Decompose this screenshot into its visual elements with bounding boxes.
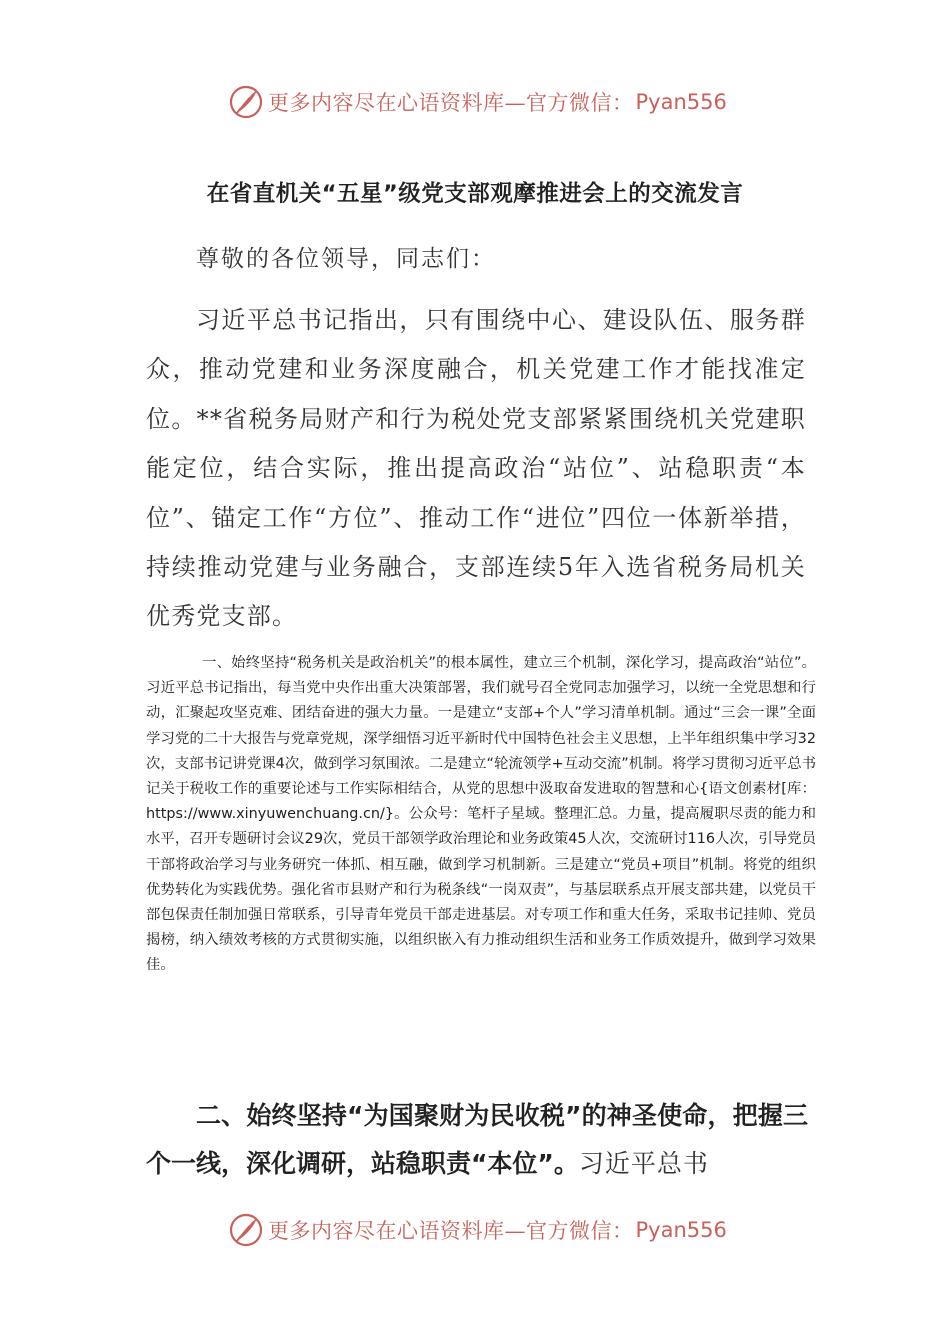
document-title: 在省直机关“五星”级党支部观摩推进会上的交流发言 [206, 181, 744, 207]
quill-pen-icon [228, 1212, 264, 1248]
section-two-paragraph [146, 1092, 808, 1188]
quill-pen-icon [228, 84, 264, 120]
banner-text: 更多内容尽在心语资料库—官方微信： [268, 91, 634, 115]
header-banner [228, 82, 748, 122]
section-two-body: 习近平总书 [578, 1149, 709, 1178]
intro-paragraph: 习近平总书记指出，只有围绕中心、建设队伍、服务群众，推动党建和业务深度融合，机关党建工作才能找准定位。**省税务局财产和行为税处党支部紧紧围绕机关党建职能定位，结合实际，推出提高政治“站位”、站稳职责“本位”、锚定工作“方位”、推动工作“进位”四位一体新举措，持续推动党建与业务融合，支部连续5年入选省税务局机关优秀党支部。 [146, 306, 806, 631]
banner-text: 更多内容尽在心语资料库—官方微信： [268, 1219, 634, 1243]
footer-banner [228, 1210, 748, 1250]
section-one-paragraph: 一、始终坚持“税务机关是政治机关”的根本属性，建立三个机制，深化学习，提高政治“站位”。习近平总书记指出，每当党中央作出重大决策部署，我们就号召全党同志加强学习，以统一全党思想和行动，汇聚起攻坚克难、团结奋进的强大力量。一是建立“支部+个人”学习清单机制。通过“三会一课”全面学习党的二十大报告与党章党规，深学细悟习近平新时代中国特色社会主义思想，上半年组织集中学习32次，支部书记讲党课4次，做到学习氛围浓。二是建立“轮流领学+互动交流”机制。将学习贯彻习近平总书记关于税收工作的重要论述与工作实际相结合，从党的思想中汲取奋发进取的智慧和心{语文创素材[库：https://www.xinyuwenchuang.cn/}。公众号：笔杆子星域。整理汇总。力量，提高履职尽责的能力和水平，召开专题研讨会议29次，党员干部领学政治理论和业务政策45人次，交流研讨116人次，引导党员干部将政治学习与业务研究一体抓、相互融，做到学习机制新。三是建立“党员+项目”机制。将党的组织优势转化为实践优势。强化省市县财产和行为税条线“一岗双责”，与基层联系点开展支部共建，以党员干部包保责任制加强日常联系，引导青年党员干部走进基层。对专项工作和重大任务，采取书记挂帅、党员揭榜，纳入绩效考核的方式贯彻实施，以组织嵌入有力推动组织生活和业务工作质效提升，做到学习效果佳。 [146, 655, 816, 974]
section-two-heading: 二、始终坚持“为国聚财为民收税”的神圣使命，把握三个一线，深化调研，站稳职责“本位”。 [146, 1101, 808, 1178]
salutation: 尊敬的各位领导，同志们： [196, 246, 496, 272]
wechat-id: Pyan556 [635, 1218, 727, 1242]
wechat-id: Pyan556 [635, 90, 727, 114]
